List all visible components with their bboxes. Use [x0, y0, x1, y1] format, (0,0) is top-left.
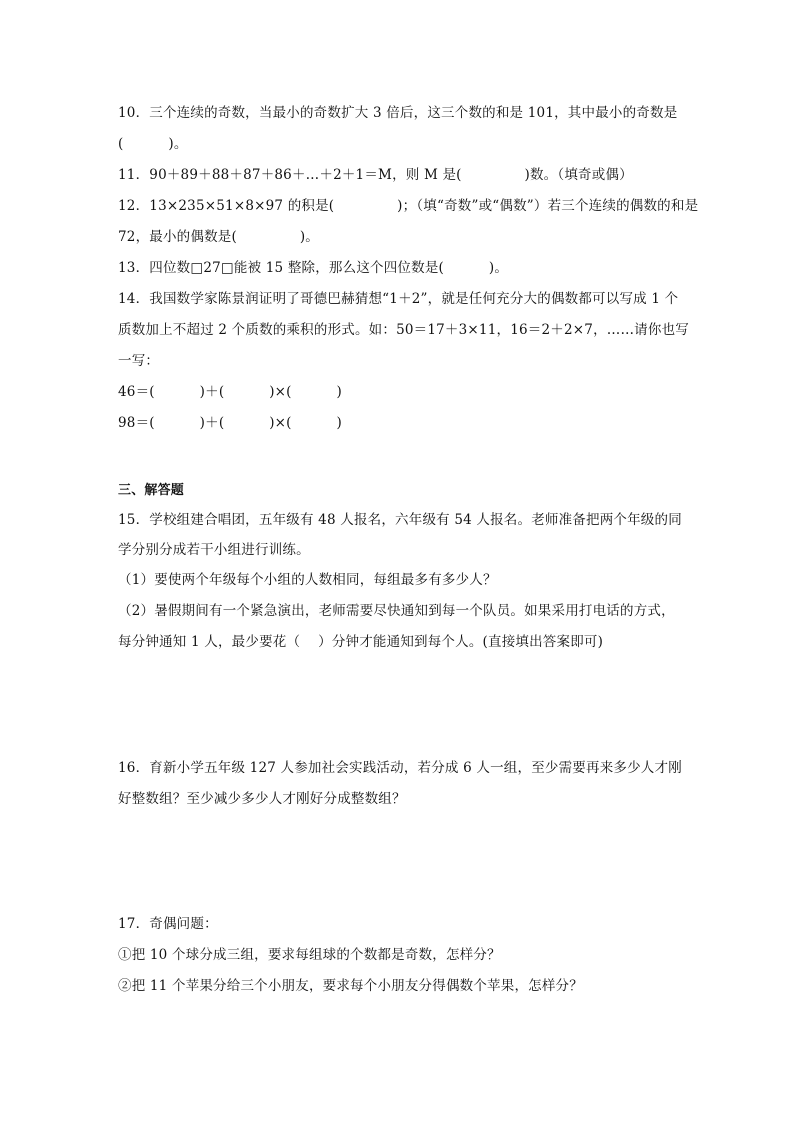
- question-10-line-1: 10．三个连续的奇数，当最小的奇数扩大 3 倍后，这三个数的和是 101，其中最小的奇数是: [118, 105, 678, 121]
- question-12-line-2: 72，最小的偶数是( )。: [118, 229, 319, 245]
- question-15-line-1: 15．学校组建合唱团，五年级有 48 人报名，六年级有 54 人报名。老师准备把两个年级的同: [118, 512, 682, 528]
- question-14-line-4: 46＝( )＋( )×( ): [118, 384, 343, 400]
- question-13-line-1: 13．四位数□27□能被 15 整除，那么这个四位数是( )。: [118, 260, 509, 276]
- question-14-line-5: 98＝( )＋( )×( ): [118, 415, 343, 431]
- question-17-line-1: 17．奇偶问题：: [118, 916, 218, 932]
- question-15-line-4: （2）暑假期间有一个紧急演出，老师需要尽快通知到每一个队员。如果采用打电话的方式，: [118, 603, 675, 619]
- question-16-line-2: 好整数组？至少减少多少人才刚好分成整数组？: [118, 791, 406, 807]
- question-14-line-1: 14．我国数学家陈景润证明了哥德巴赫猜想“1＋2”，就是任何充分大的偶数都可以写成 1 个: [118, 291, 679, 307]
- question-15-line-2: 学分别分成若干小组进行训练。: [118, 542, 310, 558]
- question-16-line-1: 16．育新小学五年级 127 人参加社会实践活动，若分成 6 人一组，至少需要再来多少人才刚: [118, 760, 682, 776]
- question-14-line-3: 一写：: [118, 353, 160, 369]
- question-15-line-5: 每分钟通知 1 人，最少要花（ ）分钟才能通知到每个人。(直接填出答案即可): [118, 634, 604, 650]
- question-12-line-1: 12．13×235×51×8×97 的积是( )；（填“奇数”或“偶数”）若三个连续的偶数的和是: [118, 198, 699, 214]
- question-11-line-1: 11．90＋89＋88＋87＋86＋…＋2＋1＝M，则 M 是( )数。（填奇或偶）: [118, 167, 633, 183]
- question-14-line-2: 质数加上不超过 2 个质数的乘积的形式。如：50＝17＋3×11，16＝2＋2×7，……请你也写: [118, 322, 689, 338]
- question-17-line-3: ②把 11 个苹果分给三个小朋友，要求每个小朋友分得偶数个苹果，怎样分？: [118, 978, 583, 994]
- question-17-line-2: ①把 10 个球分成三组，要求每组球的个数都是奇数，怎样分？: [118, 947, 501, 963]
- section-3-title: 三、解答题: [118, 483, 185, 498]
- question-10-line-2: ( )。: [118, 136, 188, 152]
- question-15-line-3: （1）要使两个年级每个小组的人数相同，每组最多有多少人？: [118, 572, 497, 588]
